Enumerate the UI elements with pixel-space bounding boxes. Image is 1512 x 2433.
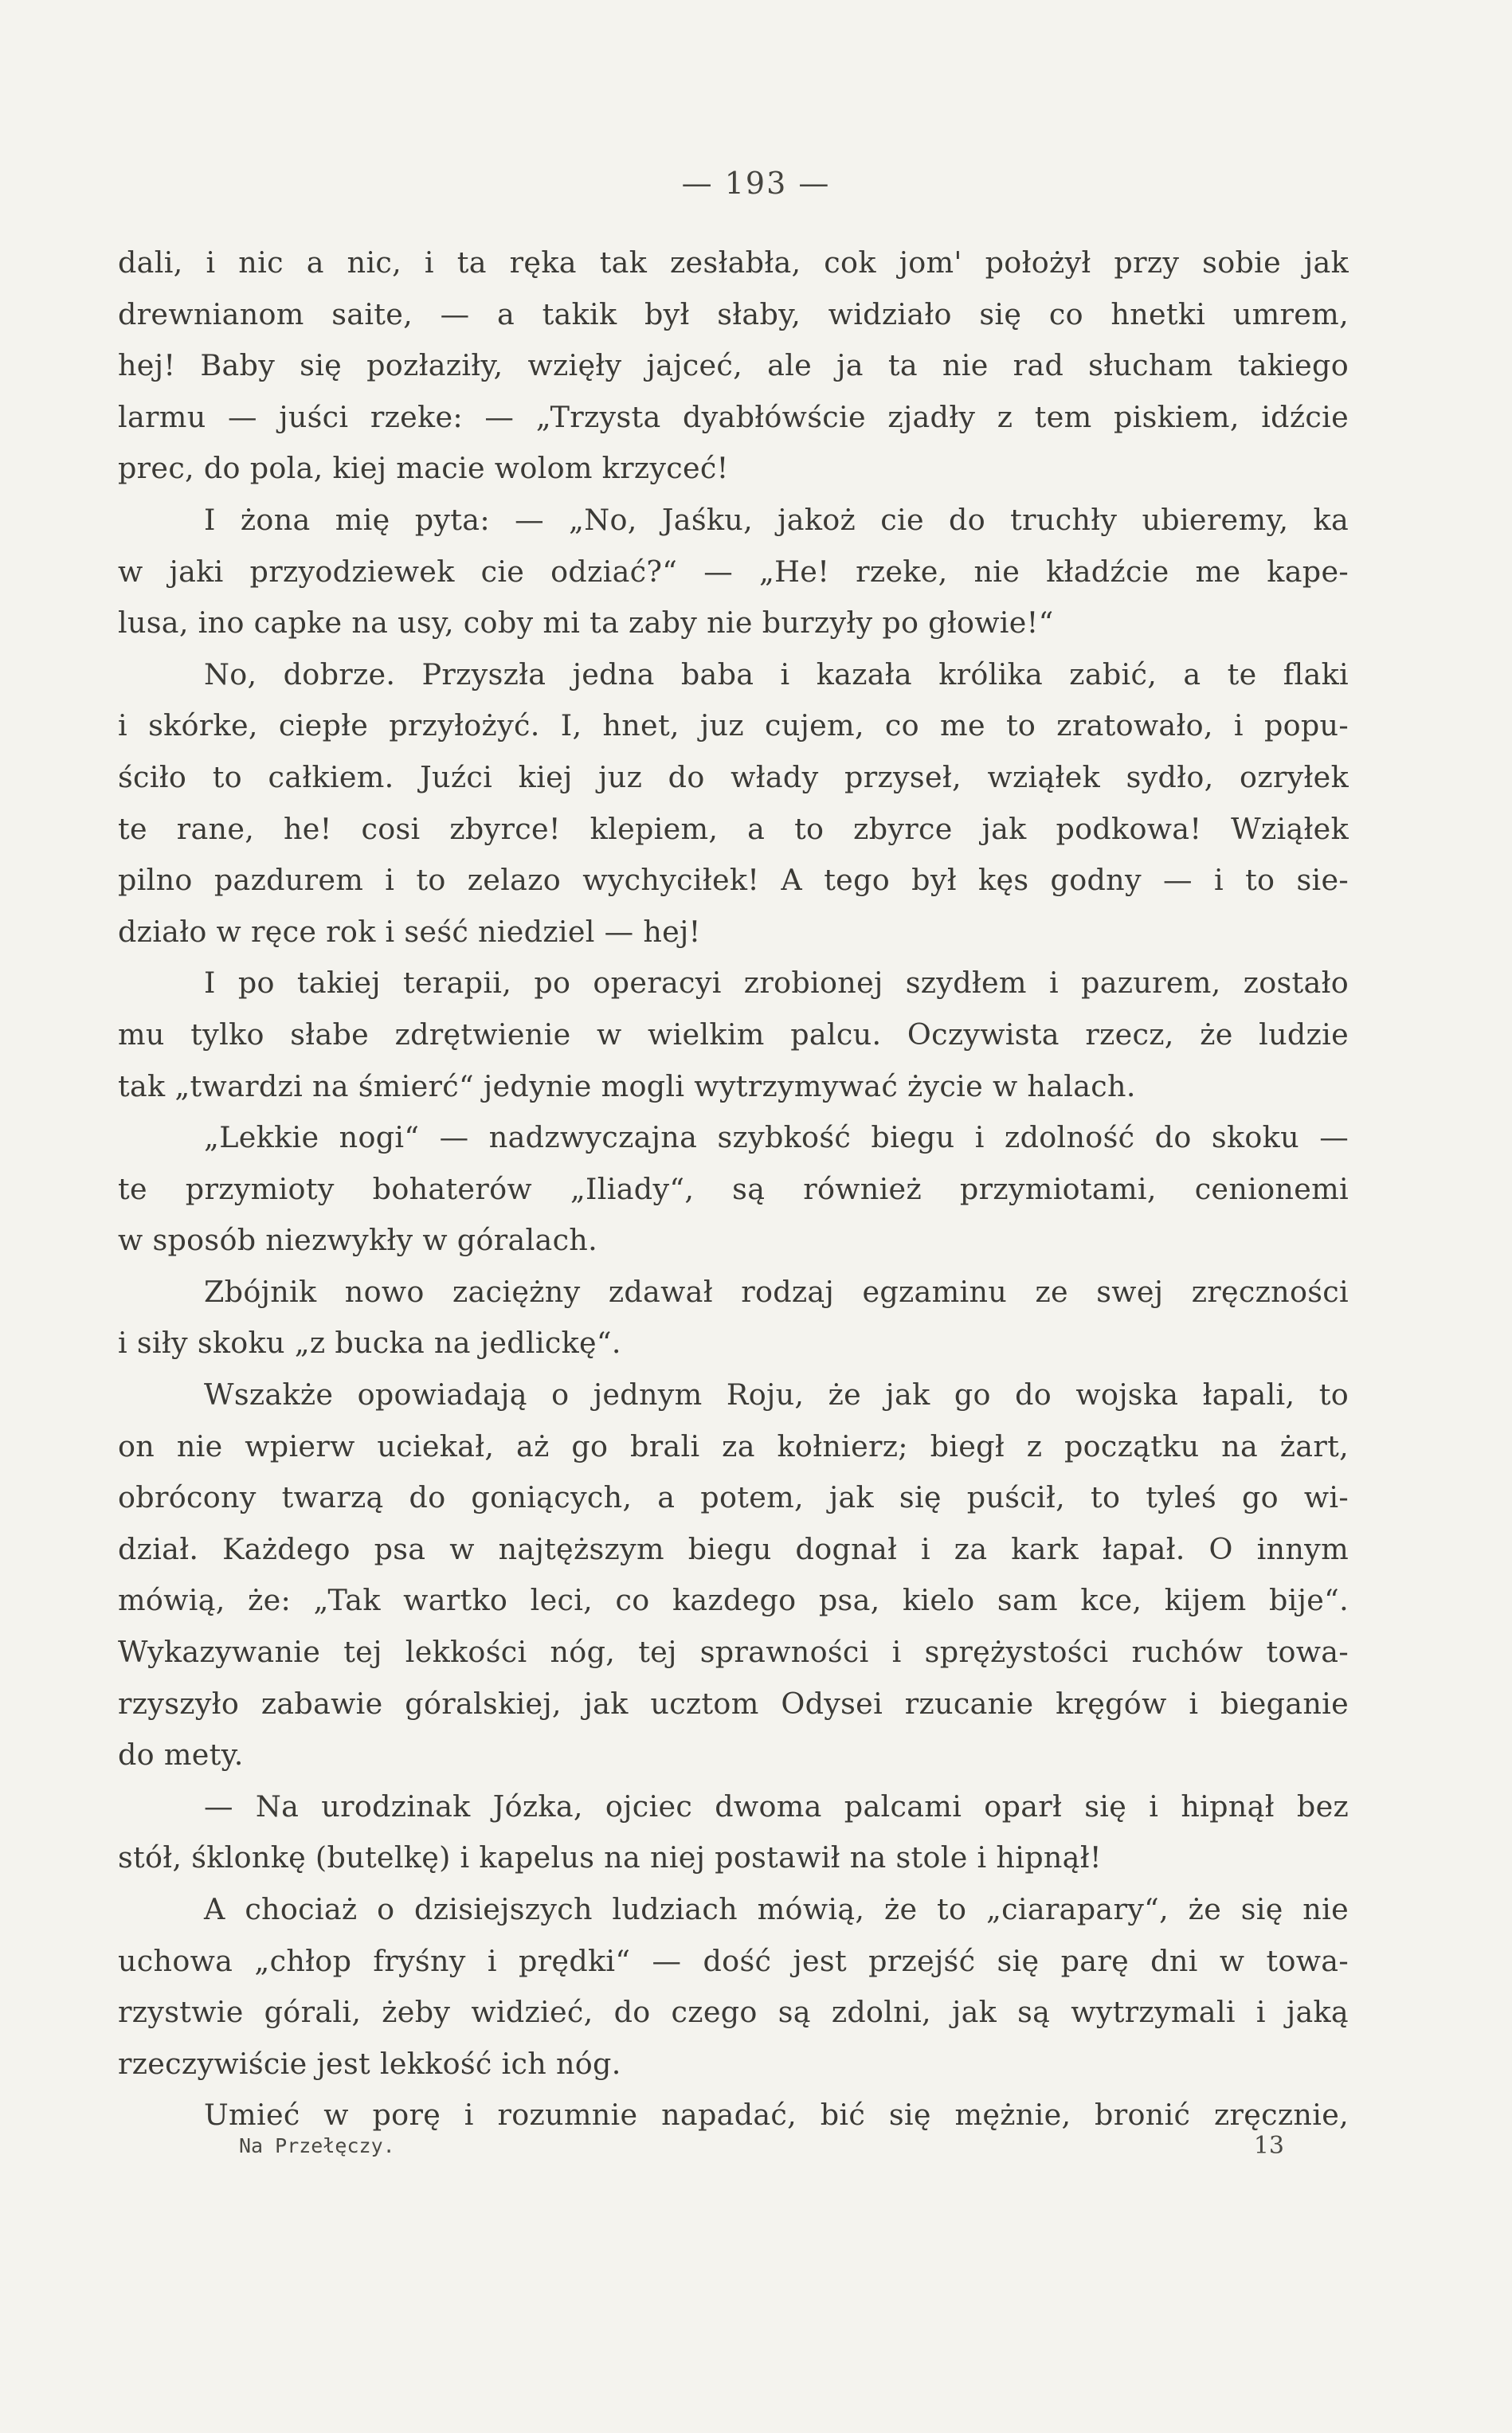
text-line: lusa, ino capke na usy, coby mi ta zaby nie burzyły po głowie!“	[118, 605, 1054, 641]
text-line: dali, i nic a nic, i ta ręka tak zesłabła, cok jom' położył przy sobie jak	[118, 245, 1349, 280]
text-line: on nie wpierw uciekał, aż go brali za kołnierz; biegł z początku na żart,	[118, 1428, 1349, 1463]
text-line: w sposób niezwykły w góralach.	[118, 1223, 598, 1258]
text-line: — Na urodzinak Józka, ojciec dwoma palcami oparł się i hipnął bez	[204, 1789, 1349, 1824]
text-line: w jaki przyodziewek cie odziać?“ — „He! rzeke, nie kładźcie me kape-	[118, 554, 1349, 589]
text-line: stół, śklonkę (butelkę) i kapelus na niej postawił na stole i hipnął!	[118, 1840, 1102, 1875]
text-line: No, dobrze. Przyszła jedna baba i kazała królika zabić, a te flaki	[204, 656, 1349, 692]
text-line: prec, do pola, kiej macie wolom krzyceć!	[118, 451, 729, 486]
text-line: tak „twardzi na śmierć“ jedynie mogli wytrzymywać życie w halach.	[118, 1068, 1136, 1103]
text-line: ściło to całkiem. Juźci kiej juz do włady przyseł, wziąłek sydło, ozryłek	[118, 759, 1349, 794]
page-footer	[239, 2129, 1284, 2164]
text-line: te rane, he! cosi zbyrce! klepiem, a to zbyrce jak podkowa! Wziąłek	[118, 811, 1349, 846]
footer-signature-mark: 13	[1253, 2132, 1284, 2160]
text-line: rzystwie górali, żeby widzieć, do czego są zdolni, jak są wytrzymali i jaką	[118, 1995, 1349, 2030]
text-line: Wszakże opowiadają o jednym Roju, że jak go do wojska łapali, to	[204, 1377, 1349, 1412]
text-line: te przymioty bohaterów „Iliady“, są również przymiotami, cenionemi	[118, 1171, 1349, 1206]
text-line: i skórke, ciepłe przyłożyć. I, hnet, juz cujem, co me to zratowało, i popu-	[118, 708, 1349, 743]
text-line: A chociaż o dzisiejszych ludziach mówią, że to „ciarapary“, że się nie	[204, 1892, 1349, 1926]
text-line: do mety.	[118, 1738, 244, 1773]
text-line: dział. Każdego psa w najtęższym biegu dognał i za kark łapał. O innym	[118, 1531, 1349, 1566]
text-line: mu tylko słabe zdrętwienie w wielkim palcu. Oczywista rzecz, że ludzie	[118, 1017, 1349, 1052]
page-number: — 193 —	[681, 166, 831, 201]
footer-book-title: Na Przełęczy.	[239, 2134, 395, 2157]
text-line: Umieć w porę i rozumnie napadać, bić się mężnie, bronić zręcznie,	[204, 2098, 1349, 2133]
text-line: I żona mię pyta: — „No, Jaśku, jakoż cie do truchły ubieremy, ka	[204, 502, 1349, 537]
text-line: rzyszyło zabawie góralskiej, jak ucztom Odysei rzucanie kręgów i bieganie	[118, 1686, 1349, 1721]
text-line: rzeczywiście jest lekkość ich nóg.	[118, 2046, 621, 2081]
text-line: uchowa „chłop fryśny i prędki“ — dość jest przejść się parę dni w towa-	[118, 1943, 1349, 1978]
text-line: mówią, że: „Tak wartko leci, co kazdego psa, kielo sam kce, kijem bije“.	[118, 1583, 1349, 1618]
text-line: drewnianom saite, — a takik był słaby, widziało się co hnetki umrem,	[118, 296, 1349, 331]
text-line: I po takiej terapii, po operacyi zrobionej szydłem i pazurem, zostało	[204, 966, 1349, 1001]
text-line: działo w ręce rok i seść niedziel — hej!	[118, 914, 701, 949]
text-line: Zbójnik nowo zaciężny zdawał rodzaj egzaminu ze swej zręczności	[204, 1274, 1349, 1309]
text-line: „Lekkie nogi“ — nadzwyczajna szybkość biegu i zdolność do skoku —	[204, 1120, 1349, 1155]
text-body	[118, 237, 1349, 2141]
text-line: larmu — juści rzeke: — „Trzysta dyabłówście zjadły z tem piskiem, idźcie	[118, 399, 1349, 434]
text-line: obrócony twarzą do goniących, a potem, jak się puścił, to tyleś go wi-	[118, 1480, 1349, 1515]
text-line: hej! Baby się pozłaziły, wzięły jajceć, ale ja ta nie rad słucham takiego	[118, 348, 1349, 383]
text-line: i siły skoku „z bucka na jedlickę“.	[118, 1326, 621, 1361]
text-line: pilno pazdurem i to zelazo wychyciłek! A tego był kęs godny — i to sie-	[118, 863, 1349, 898]
text-line: Wykazywanie tej lekkości nóg, tej sprawności i sprężystości ruchów towa-	[118, 1635, 1349, 1670]
